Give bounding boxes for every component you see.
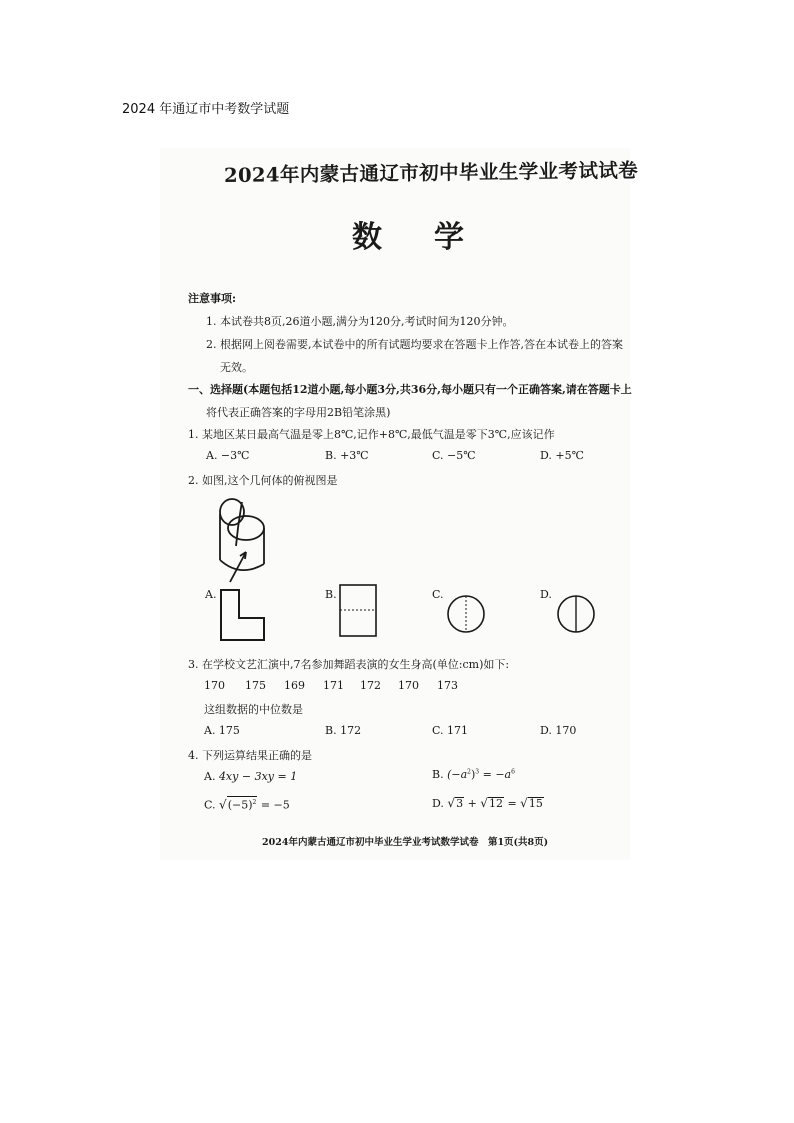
subject-heading: 数学 — [352, 220, 516, 255]
q2-option-a: A. — [205, 588, 217, 601]
q3-height-5: 172 — [360, 679, 381, 692]
radicand — [227, 796, 258, 812]
plus-sign: + — [464, 797, 481, 810]
q3-option-b: B. 172 — [325, 724, 362, 737]
radical-sign: √ — [219, 797, 227, 812]
radicand-text: (−5) — [227, 798, 253, 812]
q2-option-d: D. — [540, 588, 552, 601]
q4-stem: 4. 下列运算结果正确的是 — [188, 749, 312, 762]
q2-option-a-figure — [219, 588, 267, 642]
notice-item-2-line-2: 无效。 — [220, 361, 253, 374]
expr-part: = −5 — [257, 798, 290, 812]
expr-part: ) — [470, 768, 476, 781]
q1-stem: 1. 某地区某日最高气温是零上8℃,记作+8℃,最低气温是零下3℃,应该记作 — [188, 428, 555, 441]
exponent: 2 — [252, 799, 257, 806]
option-label: A. — [204, 770, 219, 783]
q3-height-7: 173 — [437, 679, 458, 692]
q2-option-c-figure — [446, 594, 486, 634]
radical-sign: √ — [447, 796, 456, 810]
radicand: 12 — [488, 797, 503, 810]
radical-sign: √ — [480, 796, 488, 810]
exponent: 6 — [511, 768, 515, 776]
q3-height-4: 171 — [323, 679, 344, 692]
q4-option-b — [432, 768, 515, 781]
q3-height-2: 175 — [245, 679, 266, 692]
solid-bottom-arc — [220, 560, 264, 570]
q2-solid-figure — [212, 494, 272, 586]
q3-height-3: 169 — [284, 679, 305, 692]
exponent: 2 — [467, 768, 471, 776]
doc-title: 2024 年通辽市中考数学试题 — [122, 102, 290, 117]
q3-option-d: D. 170 — [540, 724, 577, 737]
expr-part: = −a — [479, 768, 512, 781]
option-label: B. — [432, 768, 448, 781]
q3-option-c: C. 171 — [432, 724, 469, 737]
q4-option-c — [204, 796, 290, 812]
l-shape — [221, 590, 264, 640]
expr-part: (−a — [447, 768, 468, 781]
q4-option-a — [204, 770, 297, 783]
q3-question: 这组数据的中位数是 — [204, 703, 303, 716]
section-1-line-2: 将代表正确答案的字母用2B铅笔涂黑) — [206, 406, 391, 419]
equals-sign: = — [503, 797, 521, 810]
option-label: C. — [204, 798, 220, 812]
q1-option-b: B. +3℃ — [325, 449, 369, 462]
q1-option-a: A. −3℃ — [206, 449, 250, 462]
radicand: 15 — [528, 797, 543, 810]
q3-height-1: 170 — [204, 679, 225, 692]
q4-option-d — [432, 796, 544, 810]
q2-stem: 2. 如图,这个几何体的俯视图是 — [188, 474, 338, 487]
radicand: 3 — [456, 797, 464, 810]
exponent: 3 — [475, 768, 480, 776]
q1-option-c: C. −5℃ — [432, 449, 476, 462]
q1-option-d: D. +5℃ — [540, 449, 584, 462]
q3-option-a: A. 175 — [204, 724, 240, 737]
q2-option-b: B. — [325, 588, 337, 601]
q3-height-6: 170 — [398, 679, 419, 692]
page-footer: 2024年内蒙古通辽市初中毕业生学业考试数学试卷 第1页(共8页) — [262, 837, 549, 848]
expression: 4xy − 3xy = 1 — [218, 770, 298, 783]
notice-item-2-line-1: 2. 根据网上阅卷需要,本试卷中的所有试题均要求在答题卡上作答,答在本试卷上的答案 — [206, 338, 623, 351]
q2-option-c: C. — [432, 588, 444, 601]
exam-title: 2024年内蒙古通辽市初中毕业生学业考试试卷 — [223, 158, 639, 187]
q2-option-d-figure — [556, 594, 596, 634]
section-1-line-1: 一、选择题(本题包括12道小题,每小题3分,共36分,每小题只有一个正确答案,请在答题卡上 — [188, 383, 632, 396]
notice-heading: 注意事项: — [188, 292, 237, 305]
radical-sign: √ — [520, 796, 528, 810]
q2-option-b-figure — [339, 584, 379, 638]
notice-item-1: 1. 本试卷共8页,26道小题,满分为120分,考试时间为120分钟。 — [206, 315, 514, 328]
solid-mid-ellipse — [228, 516, 264, 540]
q3-stem: 3. 在学校文艺汇演中,7名参加舞蹈表演的女生身高(单位:cm)如下: — [188, 658, 510, 671]
option-label: D. — [432, 797, 448, 810]
